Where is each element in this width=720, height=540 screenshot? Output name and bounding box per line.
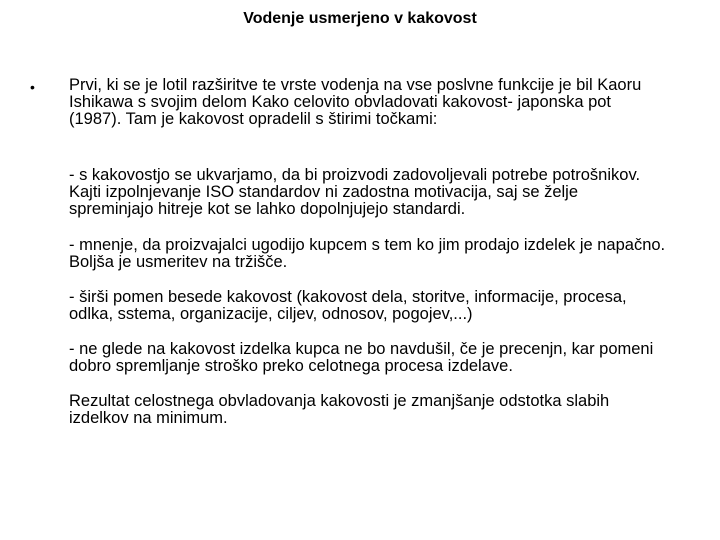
bullet-dot: • [30, 79, 35, 95]
intro-paragraph: Prvi, ki se je lotil razširitve te vrste vodenja na vse poslvne funkcije je bil Kaoru Ishikawa s svojim delom Kako celovito obvladovati kakovost- japonska pot (1987). Tam je kakovost opradelil s štirimi točkami: [69, 76, 642, 128]
point-paragraph-4: - ne glede na kakovost izdelka kupca ne bo navdušil, če je precenjn, kar pomeni dobro spremljanje stroško preko celotnega procesa izdelave. [69, 340, 654, 375]
slide-title: Vodenje usmerjeno v kakovost [243, 10, 477, 27]
point-paragraph-3: - širši pomen besede kakovost (kakovost dela, storitve, informacije, procesa, odlka, sstema, organizacije, ciljev, odnosov, pogojev,...) [69, 288, 627, 323]
point-paragraph-1: - s kakovostjo se ukvarjamo, da bi proizvodi zadovoljevali potrebe potrošnikov. Kajti izpolnjevanje ISO standardov ni zadostna motivacija, saj se želje spreminjajo hitreje kot se lahko dopolnjujejo standardi. [69, 166, 641, 218]
point-paragraph-2: - mnenje, da proizvajalci ugodijo kupcem s tem ko jim prodajo izdelek je napačno. Boljša je usmeritev na tržišče. [69, 236, 666, 271]
conclusion-paragraph: Rezultat celostnega obvladovanja kakovosti je zmanjšanje odstotka slabih izdelkov na minimum. [69, 392, 610, 427]
